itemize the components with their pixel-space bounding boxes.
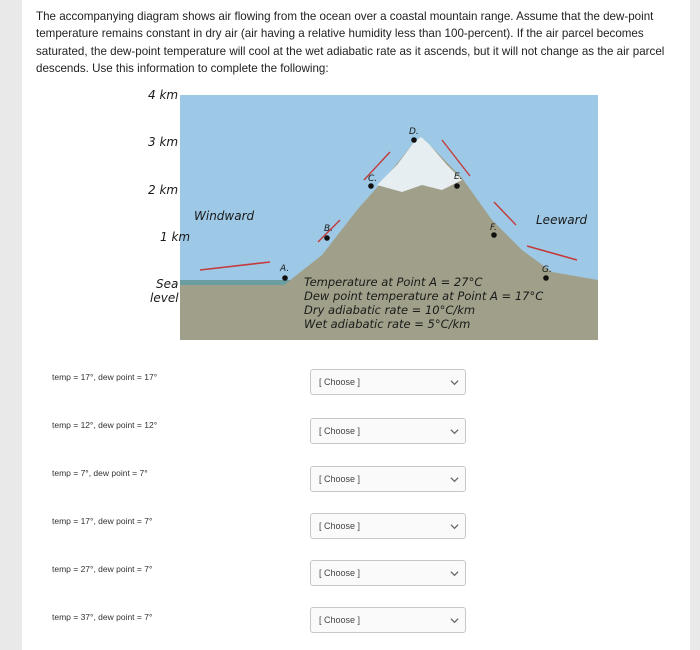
- question-label: temp = 27°, dew point = 7°: [52, 564, 153, 574]
- sea-level-label-2: level: [150, 291, 179, 305]
- question-row: [22, 600, 690, 640]
- chevron-down-icon: [450, 616, 459, 625]
- height-label-3km: 3 km: [148, 135, 179, 149]
- question-label: temp = 17°, dew point = 17°: [52, 372, 158, 382]
- point-c-dot: [368, 183, 374, 189]
- chevron-down-icon: [450, 427, 459, 436]
- height-label-1km: 1 km: [160, 230, 191, 244]
- point-d-label: D.: [409, 127, 419, 137]
- question-row: [22, 408, 690, 448]
- answer-select[interactable]: [310, 466, 466, 492]
- answer-select[interactable]: [310, 513, 466, 539]
- question-text: The accompanying diagram shows air flowing from the ocean over a coastal mountain range. Assume that the dew-point temperature remains constant in dry air (air having a relative humidity less than 100-percent). If the air parcel becomes saturated, the dew-point temperature will cool at the wet adiabatic rate as it ascends, but it will not change as the air parcel descends. Use this information to complete the following:: [36, 10, 665, 76]
- question-label: temp = 37°, dew point = 7°: [52, 612, 153, 622]
- question-label: temp = 17°, dew point = 7°: [52, 516, 153, 526]
- answer-select[interactable]: [310, 418, 466, 444]
- answer-select-value: [ Choose ]: [319, 615, 361, 625]
- info-dry-rate: Dry adiabatic rate = 10°C/km: [304, 303, 476, 317]
- question-row: [22, 504, 690, 544]
- point-a-dot: [282, 275, 288, 281]
- info-temp-a: Temperature at Point A = 27°C: [304, 275, 483, 289]
- leeward-label: Leeward: [536, 213, 588, 227]
- answer-select-value: [ Choose ]: [319, 521, 361, 531]
- question-panel: [22, 0, 690, 650]
- answer-select-value: [ Choose ]: [319, 568, 361, 578]
- point-c-label: C.: [368, 174, 378, 184]
- chevron-down-icon: [450, 569, 459, 578]
- answer-select-value: [ Choose ]: [319, 474, 361, 484]
- chevron-down-icon: [450, 378, 459, 387]
- answer-select-value: [ Choose ]: [319, 377, 361, 387]
- point-d-dot: [411, 137, 417, 143]
- point-e-dot: [454, 183, 460, 189]
- point-f-dot: [491, 232, 497, 238]
- question-row: [22, 456, 690, 496]
- point-b-dot: [324, 235, 330, 241]
- info-dewpoint-a: Dew point temperature at Point A = 17°C: [304, 289, 544, 303]
- info-wet-rate: Wet adiabatic rate = 5°C/km: [304, 317, 471, 331]
- answer-select[interactable]: [310, 607, 466, 633]
- point-a-label: A.: [280, 264, 290, 274]
- answer-select-value: [ Choose ]: [319, 426, 361, 436]
- height-label-4km: 4 km: [148, 88, 179, 102]
- chevron-down-icon: [450, 475, 459, 484]
- question-label: temp = 7°, dew point = 7°: [52, 468, 148, 478]
- windward-label: Windward: [194, 209, 255, 223]
- point-b-label: B.: [324, 224, 334, 234]
- question-row: [22, 360, 690, 400]
- mountain-diagram: [22, 80, 690, 345]
- point-f-label: F.: [490, 223, 497, 233]
- sea-level-label-1: Sea: [156, 277, 179, 291]
- chevron-down-icon: [450, 522, 459, 531]
- answer-select[interactable]: [310, 369, 466, 395]
- point-g-dot: [543, 275, 549, 281]
- answer-select[interactable]: [310, 560, 466, 586]
- point-g-label: G.: [542, 265, 552, 275]
- height-label-2km: 2 km: [148, 183, 179, 197]
- question-label: temp = 12°, dew point = 12°: [52, 420, 158, 430]
- point-e-label: E.: [454, 172, 463, 182]
- question-row: [22, 552, 690, 592]
